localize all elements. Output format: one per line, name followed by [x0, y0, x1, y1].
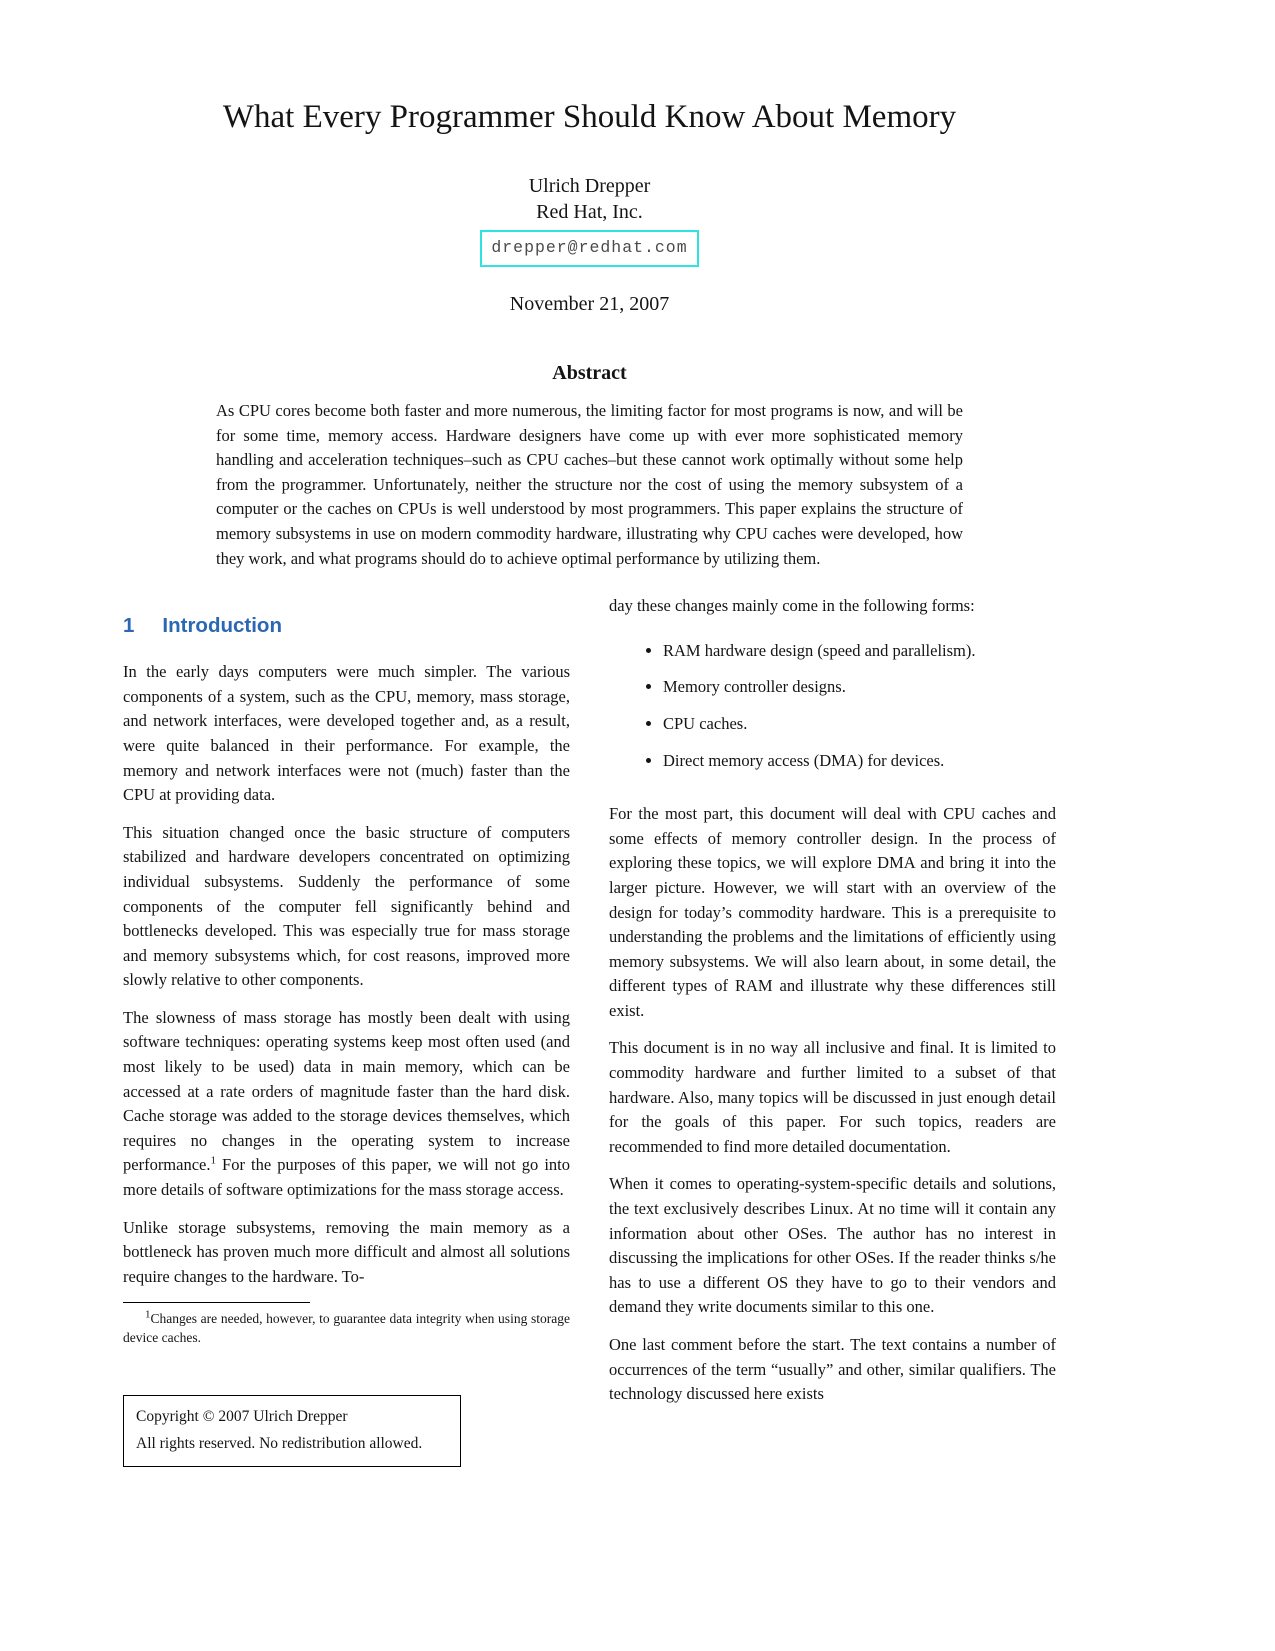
two-column-body — [123, 594, 1056, 1467]
footnote-text — [123, 1310, 570, 1347]
intro-paragraph-4: Unlike storage subsystems, removing the main memory as a bottleneck has proven much more difficult and almost all solutions require changes to the hardware. To- — [123, 1217, 570, 1286]
paper-title: What Every Programmer Should Know About Memory — [222, 99, 957, 135]
footnote-marker: 1 — [145, 1308, 151, 1321]
author-email-link[interactable]: drepper@redhat.com — [480, 230, 698, 267]
left-column — [123, 594, 570, 1467]
section-title: Introduction — [162, 614, 282, 638]
bullet-item-dma: • Direct memory access (DMA) for devices. — [663, 749, 1056, 774]
body-paragraph-4: One last comment before the start. The text contains a number of occurrences of the term “usually” and other, similar qualifiers. The technology discussed here exists — [609, 1335, 1056, 1404]
abstract-section — [123, 362, 1056, 571]
footnote-body: Changes are needed, however, to guarantee data integrity when using storage device caches. — [123, 1311, 570, 1345]
right-column — [609, 594, 1056, 1467]
body-paragraph-2: This document is in no way all inclusive and final. It is limited to commodity hardware and further limited to a subset of that hardware. Also, many topics will be discussed in just enough detail for the goals of this paper. For such topics, readers are recommended to find more detailed documentation. — [609, 1038, 1056, 1156]
copyright-line-2: All rights reserved. No redistribution allowed. — [136, 1435, 423, 1453]
footnote-rule — [123, 1302, 310, 1303]
bullet-item-memory-controller: • Memory controller designs. — [663, 675, 1056, 700]
intro-paragraph-3-continuation: For the purposes of this paper, we will not go into more details of software optimizations for the mass storage access. — [123, 1155, 570, 1200]
intro-paragraph-3-text: The slowness of mass storage has mostly been dealt with using software techniques: operating systems keep most often used (and most likely to be used) data in main memory, which can be accessed at a rate orders of magnitude faster than the hard disk. Cache storage was added to the storage devices themselves, which requires no changes in the operating system to increase performance. — [123, 1007, 570, 1175]
body-paragraph-3: When it comes to operating-system-specific details and solutions, the text exclusively describes Linux. At no time will it contain any information about other OSes. The author has no interest in discussing the implications for other OSes. If the reader thinks s/he has to use a different OS they have to go to their vendors and demand they write documents similar to this one. — [609, 1174, 1056, 1317]
intro-paragraph-2: This situation changed once the basic structure of computers stabilized and hardware developers concentrated on optimizing individual subsystems. Suddenly the performance of some components of the computer fell significantly behind and bottlenecks developed. This was especially true for mass storage and memory subsystems which, for cost reasons, improved more slowly relative to other components. — [123, 822, 570, 990]
bullet-item-cpu-caches: • CPU caches. — [663, 712, 1056, 737]
bullet-item-ram: • RAM hardware design (speed and parallelism). — [663, 639, 1056, 664]
body-paragraph-1: For the most part, this document will deal with CPU caches and some effects of memory controller design. In the process of exploring these topics, we will explore DMA and bring it into the larger picture. However, we will start with an overview of the design for today’s commodity hardware. This is a prerequisite to understanding the problems and the limitations of efficiently using memory subsystems. We will also learn about, in some detail, the different types of RAM and illustrate why these differences still exist. — [609, 804, 1056, 1020]
author-affiliation: Red Hat, Inc. — [536, 201, 643, 223]
intro-paragraph-1: In the early days computers were much simpler. The various components of a system, such as the CPU, memory, mass storage, and network interfaces, were developed together and, as a result, were quite balanced in their performance. For example, the memory and network interfaces were not (much) faster than the CPU at providing data. — [123, 662, 570, 805]
copyright-line-1: Copyright © 2007 Ulrich Drepper — [136, 1408, 348, 1426]
section-number: 1 — [123, 614, 135, 638]
author-name: Ulrich Drepper — [528, 175, 651, 197]
author-block — [123, 173, 1056, 267]
abstract-heading: Abstract — [552, 362, 627, 384]
bullet-list — [609, 639, 1056, 773]
intro-paragraph-3 — [123, 1006, 570, 1203]
section-heading-introduction — [123, 614, 570, 638]
abstract-text: As CPU cores become both faster and more numerous, the limiting factor for most programs is now, and will be for some time, memory access. Hardware designers have come up with ever more sophisticated memory handling and acceleration techniques–such as CPU caches–but these cannot work optimally without some help from the programmer. Unfortunately, neither the structure nor the cost of using the memory subsystem of a computer or the caches on CPUs is well understood by most programmers. This paper explains the structure of memory subsystems in use on modern commodity hardware, illustrating why CPU caches were developed, how they work, and what programs should do to achieve optimal performance by utilizing them. — [216, 401, 963, 568]
paper-date: November 21, 2007 — [509, 293, 670, 315]
copyright-box — [123, 1395, 461, 1467]
continuation-paragraph: day these changes mainly come in the following forms: — [609, 596, 975, 616]
footnote-reference-marker: 1 — [210, 1154, 216, 1167]
page-content — [123, 0, 1056, 1467]
footnote — [123, 1302, 570, 1347]
